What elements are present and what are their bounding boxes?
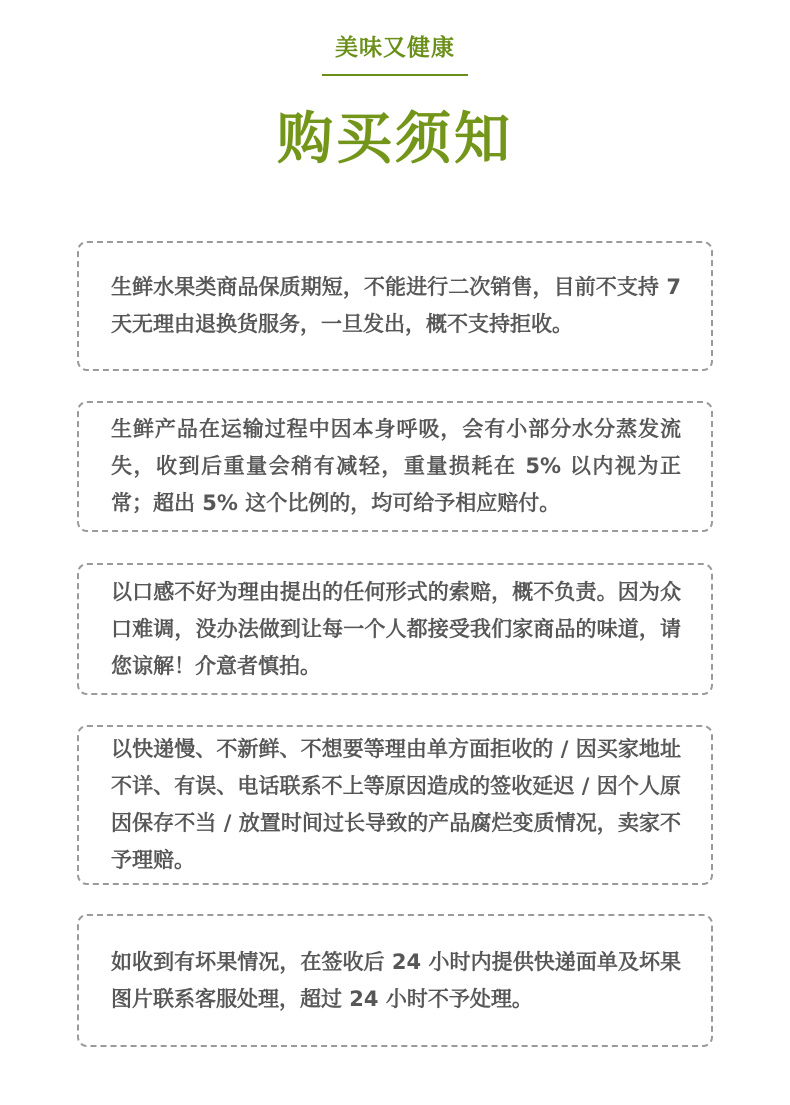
page-subtitle: 美味又健康	[335, 35, 455, 61]
page-header	[0, 0, 790, 230]
notice-text: 以口感不好为理由提出的任何形式的索赔，概不负责。因为众口难调，没办法做到让每一个人都接受我们家商品的味道，请您谅解！介意者慎拍。	[111, 579, 681, 678]
notice-card-damaged-fruit	[77, 914, 713, 1047]
notice-card-taste-claims	[77, 563, 713, 695]
notice-card-no-returns	[77, 241, 713, 371]
notice-card-no-compensation	[77, 725, 713, 885]
notice-text: 以快递慢、不新鲜、不想要等理由单方面拒收的 / 因买家地址不详、有误、电话联系不上等原因造成的签收延迟 / 因个人原因保存不当 / 放置时间过长导致的产品腐烂变质情况，卖家不予理赔。	[111, 737, 681, 872]
page-title: 购买须知	[277, 106, 513, 172]
notice-text: 生鲜水果类商品保质期短，不能进行二次销售，目前不支持 7 天无理由退换货服务，一旦发出，概不支持拒收。	[111, 275, 681, 336]
notice-card-weight-loss	[77, 401, 713, 532]
notice-text: 生鲜产品在运输过程中因本身呼吸，会有小部分水分蒸发流失，收到后重量会稍有减轻，重量损耗在 5% 以内视为正常；超出 5% 这个比例的，均可给予相应赔付。	[111, 417, 681, 515]
subtitle-underline	[322, 74, 468, 76]
notice-text: 如收到有坏果情况，在签收后 24 小时内提供快递面单及坏果图片联系客服处理，超过 24 小时不予处理。	[111, 949, 681, 1011]
